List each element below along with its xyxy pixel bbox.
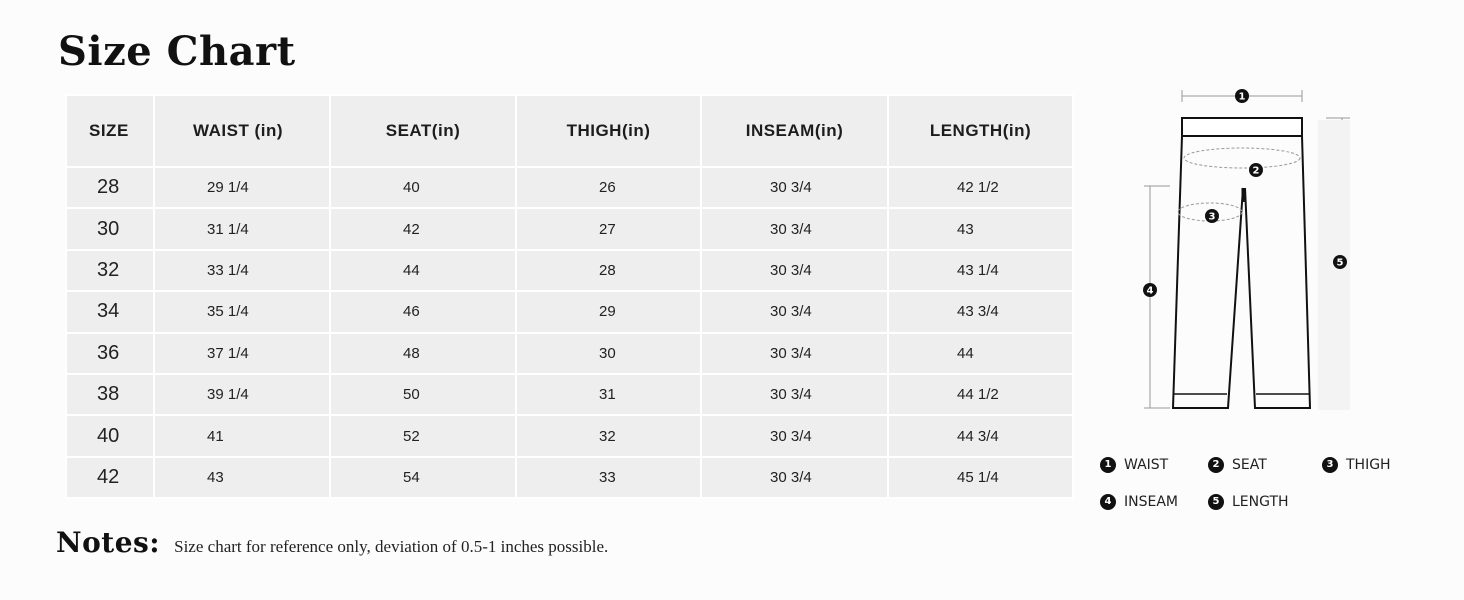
cell-seat: 40 xyxy=(330,167,516,208)
pants-measurement-diagram xyxy=(1130,80,1370,420)
cell-size: 30 xyxy=(66,208,154,249)
cell-thigh: 28 xyxy=(516,250,701,291)
cell-inseam: 30 3/4 xyxy=(701,167,888,208)
legend-label-waist: WAIST xyxy=(1124,456,1169,473)
notes xyxy=(56,526,608,559)
cell-thigh: 30 xyxy=(516,333,701,374)
cell-inseam: 30 3/4 xyxy=(701,457,888,498)
cell-length: 44 1/2 xyxy=(888,374,1073,415)
marker-2: 2 xyxy=(1252,165,1260,177)
cell-size: 34 xyxy=(66,291,154,332)
notes-text: Size chart for reference only, deviation of 0.5-1 inches possible. xyxy=(174,537,609,556)
cell-inseam: 30 3/4 xyxy=(701,333,888,374)
cell-size: 40 xyxy=(66,415,154,456)
legend-label-length: LENGTH xyxy=(1232,493,1289,510)
cell-size: 32 xyxy=(66,250,154,291)
cell-thigh: 31 xyxy=(516,374,701,415)
cell-inseam: 30 3/4 xyxy=(701,415,888,456)
legend-number-1: 1 xyxy=(1100,457,1116,473)
cell-seat: 48 xyxy=(330,333,516,374)
size-chart-table xyxy=(65,94,1074,499)
cell-waist: 31 1/4 xyxy=(154,208,330,249)
header-seat: SEAT(in) xyxy=(330,95,516,167)
cell-seat: 44 xyxy=(330,250,516,291)
table-row xyxy=(66,291,1073,332)
page-title: Size Chart xyxy=(58,28,296,75)
cell-waist: 43 xyxy=(154,457,330,498)
marker-3: 3 xyxy=(1208,211,1216,223)
legend-item-seat xyxy=(1208,457,1322,473)
cell-length: 43 xyxy=(888,208,1073,249)
cell-size: 28 xyxy=(66,167,154,208)
legend-number-2: 2 xyxy=(1208,457,1224,473)
header-inseam: INSEAM(in) xyxy=(701,95,888,167)
legend-item-thigh xyxy=(1322,457,1391,473)
cell-size: 36 xyxy=(66,333,154,374)
notes-label: Notes: xyxy=(56,526,161,559)
legend-item-waist xyxy=(1100,457,1208,473)
header-size: SIZE xyxy=(66,95,154,167)
cell-thigh: 29 xyxy=(516,291,701,332)
cell-length: 44 xyxy=(888,333,1073,374)
cell-length: 43 1/4 xyxy=(888,250,1073,291)
cell-seat: 46 xyxy=(330,291,516,332)
header-waist: WAIST (in) xyxy=(154,95,330,167)
table-header-row xyxy=(66,95,1073,167)
legend-number-5: 5 xyxy=(1208,494,1224,510)
cell-inseam: 30 3/4 xyxy=(701,374,888,415)
table-row xyxy=(66,415,1073,456)
cell-waist: 29 1/4 xyxy=(154,167,330,208)
cell-thigh: 33 xyxy=(516,457,701,498)
table-row xyxy=(66,250,1073,291)
cell-seat: 42 xyxy=(330,208,516,249)
legend-label-inseam: INSEAM xyxy=(1124,493,1178,510)
cell-seat: 54 xyxy=(330,457,516,498)
cell-length: 45 1/4 xyxy=(888,457,1073,498)
legend-label-thigh: THIGH xyxy=(1346,456,1391,473)
table-row xyxy=(66,333,1073,374)
cell-waist: 33 1/4 xyxy=(154,250,330,291)
cell-waist: 39 1/4 xyxy=(154,374,330,415)
legend-number-3: 3 xyxy=(1322,457,1338,473)
header-length: LENGTH(in) xyxy=(888,95,1073,167)
table-row xyxy=(66,374,1073,415)
cell-waist: 41 xyxy=(154,415,330,456)
cell-size: 42 xyxy=(66,457,154,498)
cell-length: 43 3/4 xyxy=(888,291,1073,332)
measurement-legend xyxy=(1100,446,1430,520)
cell-thigh: 27 xyxy=(516,208,701,249)
cell-length: 42 1/2 xyxy=(888,167,1073,208)
cell-size: 38 xyxy=(66,374,154,415)
legend-label-seat: SEAT xyxy=(1232,456,1267,473)
header-thigh: THIGH(in) xyxy=(516,95,701,167)
marker-5: 5 xyxy=(1336,257,1344,269)
table-row xyxy=(66,208,1073,249)
legend-row xyxy=(1100,446,1430,483)
cell-thigh: 26 xyxy=(516,167,701,208)
legend-number-4: 4 xyxy=(1100,494,1116,510)
pants-outline xyxy=(1173,118,1310,408)
table-row xyxy=(66,457,1073,498)
legend-item-inseam xyxy=(1100,494,1208,510)
cell-waist: 37 1/4 xyxy=(154,333,330,374)
cell-thigh: 32 xyxy=(516,415,701,456)
legend-row xyxy=(1100,483,1430,520)
marker-1: 1 xyxy=(1238,91,1246,103)
cell-inseam: 30 3/4 xyxy=(701,250,888,291)
cell-inseam: 30 3/4 xyxy=(701,291,888,332)
table-row xyxy=(66,167,1073,208)
cell-seat: 50 xyxy=(330,374,516,415)
cell-waist: 35 1/4 xyxy=(154,291,330,332)
cell-seat: 52 xyxy=(330,415,516,456)
marker-4: 4 xyxy=(1146,285,1154,297)
cell-length: 44 3/4 xyxy=(888,415,1073,456)
legend-item-length xyxy=(1208,494,1289,510)
cell-inseam: 30 3/4 xyxy=(701,208,888,249)
